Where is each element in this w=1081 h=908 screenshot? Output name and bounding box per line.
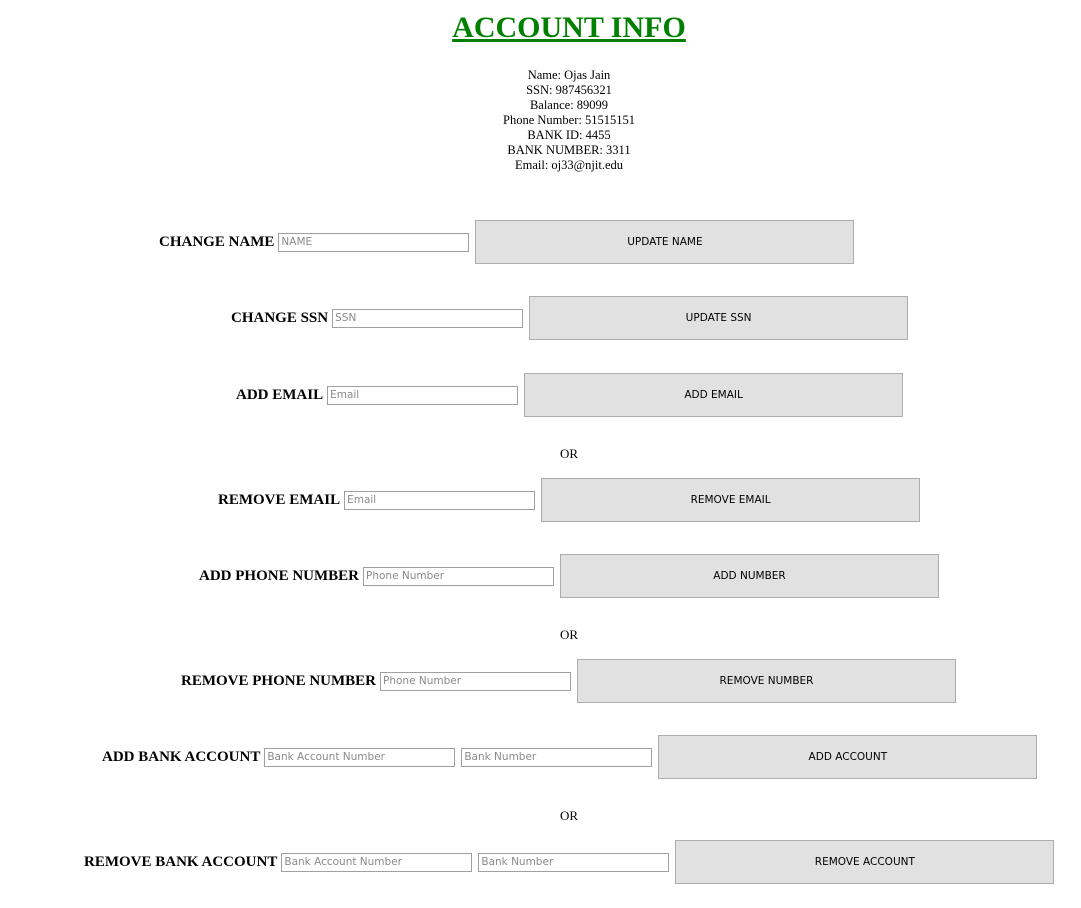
account-bank-id: BANK ID: 4455 (527, 128, 611, 142)
add-email-input[interactable] (327, 386, 518, 405)
remove-number-button[interactable]: REMOVE NUMBER (577, 659, 956, 703)
remove-email-input[interactable] (344, 491, 535, 510)
page-title: ACCOUNT INFO (452, 11, 686, 44)
remove-bank-account-form (84, 840, 1054, 884)
change-name-form (159, 220, 854, 264)
account-details (0, 68, 1081, 173)
add-bank-account-label: ADD BANK ACCOUNT (102, 748, 261, 765)
remove-email-label: REMOVE EMAIL (218, 491, 341, 508)
remove-email-button[interactable]: REMOVE EMAIL (541, 478, 920, 522)
remove-phone-input[interactable] (380, 672, 571, 691)
add-bank-number-input[interactable] (461, 748, 652, 767)
add-phone-input[interactable] (363, 567, 554, 586)
remove-bank-account-label: REMOVE BANK ACCOUNT (84, 853, 278, 870)
account-phone: Phone Number: 51515151 (503, 113, 635, 127)
remove-bank-number-input[interactable] (478, 853, 669, 872)
or-separator-bank: OR (559, 808, 579, 823)
remove-phone-form (181, 659, 956, 703)
or-separator-phone: OR (559, 627, 579, 642)
add-account-button[interactable]: ADD ACCOUNT (658, 735, 1037, 779)
account-ssn: SSN: 987456321 (526, 83, 612, 97)
add-bank-account-form (102, 735, 1037, 779)
account-name: Name: Ojas Jain (527, 68, 611, 82)
account-balance: Balance: 89099 (529, 98, 609, 112)
update-name-button[interactable]: UPDATE NAME (475, 220, 854, 264)
add-bank-account-number-input[interactable] (264, 748, 455, 767)
remove-bank-account-number-input[interactable] (281, 853, 472, 872)
add-email-button[interactable]: ADD EMAIL (524, 373, 903, 417)
account-email: Email: oj33@njit.edu (514, 158, 624, 172)
change-ssn-label: CHANGE SSN (231, 309, 329, 326)
add-email-label: ADD EMAIL (236, 386, 324, 403)
account-bank-number: BANK NUMBER: 3311 (507, 143, 631, 157)
ssn-input[interactable] (332, 309, 523, 328)
change-ssn-form (231, 296, 908, 340)
add-number-button[interactable]: ADD NUMBER (560, 554, 939, 598)
add-email-form (236, 373, 903, 417)
add-phone-form (199, 554, 939, 598)
change-name-label: CHANGE NAME (159, 233, 275, 250)
add-phone-label: ADD PHONE NUMBER (199, 567, 359, 584)
name-input[interactable] (278, 233, 469, 252)
update-ssn-button[interactable]: UPDATE SSN (529, 296, 908, 340)
remove-account-button[interactable]: REMOVE ACCOUNT (675, 840, 1054, 884)
remove-email-form (218, 478, 920, 522)
or-separator-email: OR (559, 446, 579, 461)
remove-phone-label: REMOVE PHONE NUMBER (181, 672, 376, 689)
